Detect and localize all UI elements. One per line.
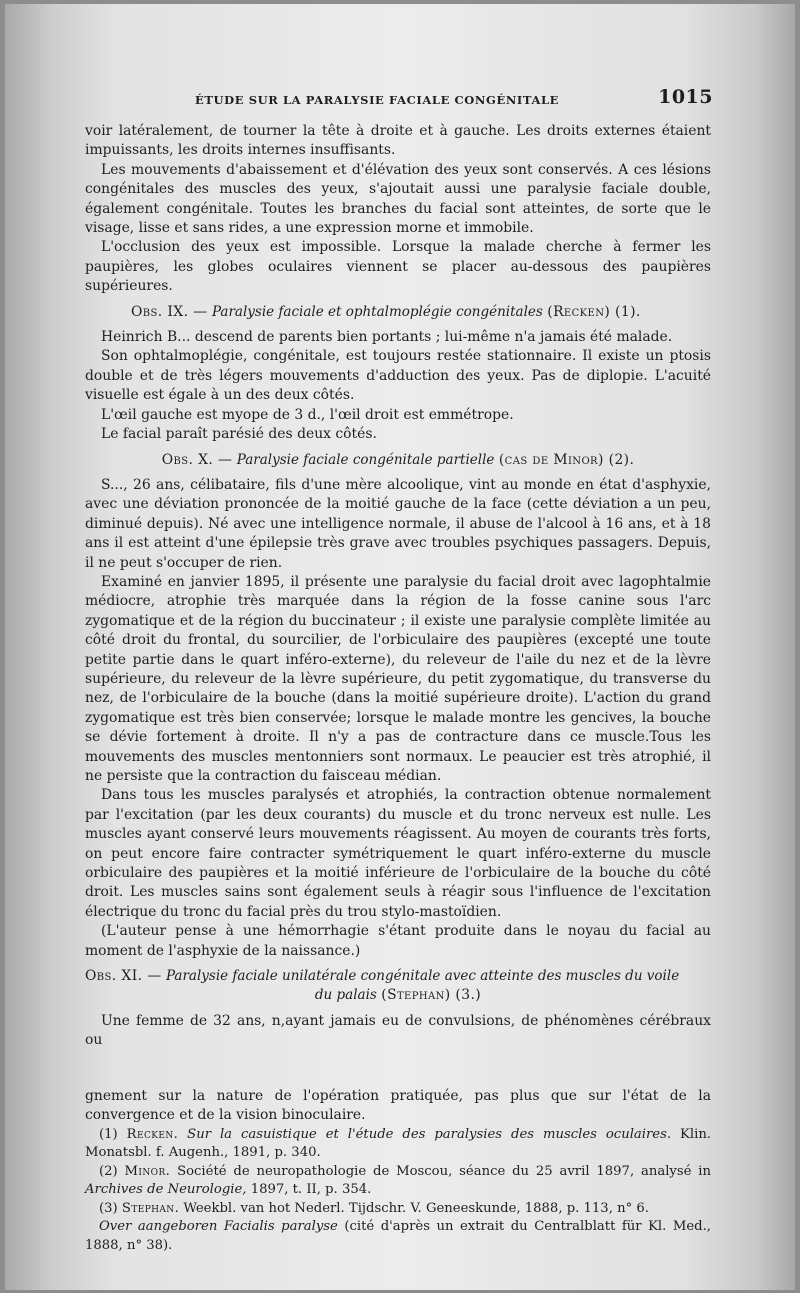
paragraph: gnement sur la nature de l'opération pratiquée, pas plus que sur l'état de la convergence et de la vision binoculaire.: [85, 1087, 711, 1124]
paragraph: Heinrich B... descend de parents bien portants ; lui-même n'a jamais été malade.: [101, 329, 673, 346]
observation-label: Obs. IX. —: [131, 303, 208, 320]
observation-title-continued: du palais: [314, 987, 377, 1004]
observation-title: Paralysie faciale congénitale partielle: [236, 451, 495, 468]
observation-heading: [85, 303, 711, 322]
observation-heading: [85, 451, 711, 470]
paragraph: L'occlusion des yeux est impossible. Lorsque la malade cherche à fermer les paupières, les globes oculaires viennent se placer au-dessous des paupières supérieures.: [85, 239, 711, 295]
footnote-text: Weekbl. van hot Nederl. Tijdschr. V. Geneeskunde, 1888, p. 113, n° 6.: [183, 1200, 649, 1216]
observation-label: Obs. XI. —: [85, 968, 162, 985]
paragraph: Son ophtalmoplégie, congénitale, est toujours restée stationnaire. Il existe un ptosis double et de très légers mouvements d'adduction des yeux. Pas de diplopie. L'acuité visuelle est égale à un des deux côtés.: [85, 348, 711, 404]
page-header: [195, 84, 713, 112]
paragraph: Le facial paraît parésié des deux côtés.: [101, 426, 377, 443]
observation-label: Obs. X. —: [161, 451, 233, 468]
paragraph: Les mouvements d'abaissement et d'élévation des yeux sont conservés. A ces lésions congénitales des muscles des yeux, s'ajoutait aussi une paralysie faciale double, également congénitale. Toutes les branches du facial sont atteintes, de sorte que le visage, lisse et sans rides, a une expression morne et immobile.: [85, 161, 711, 237]
footnote-title: Over aangeboren Facialis paralyse: [99, 1219, 338, 1235]
footnote-number: (1): [99, 1126, 118, 1142]
paragraph: (L'auteur pense à une hémorrhagie s'étant produite dans le noyau du facial au moment de l'asphyxie de la naissance.): [85, 923, 711, 959]
paragraph: L'œil gauche est myope de 3 d., l'œil droit est emmétrope.: [101, 406, 514, 423]
observation-title: Paralysie faciale unilatérale congénitale avec atteinte des muscles du voile: [165, 968, 680, 985]
footnote: [85, 1163, 711, 1200]
footnote-text: Société de neuropathologie de Moscou, séance du 25 avril 1897, analysé in: [177, 1163, 711, 1179]
footnote: [85, 1218, 711, 1255]
footnote-journal: Archives de Neurologie,: [85, 1182, 247, 1198]
observation-title: Paralysie faciale et ophtalmoplégie congénitales: [211, 303, 543, 320]
paragraph: Examiné en janvier 1895, il présente une paralysie du facial droit avec lagophtalmie médiocre, atrophie très marquée dans la région de la fosse canine sous l'arc zygomatique et de la région du buccinateur ; il existe une paralysie complète limitée au côté droit du frontal, du sourcilier, de l'orbiculaire des paupières (excepté une toute petite partie dans le quart inféro-externe), du releveur de l'aile du nez et de la lèvre supérieure, du releveur de la lèvre supérieure, du petit zygomatique, du transverse du nez, de l'orbiculaire de la bouche (dans la moitié supérieure droite). L'action du grand zygomatique est très bien conservée; lorsque le malade montre les gencives, la bouche se dévie fortement à droite. Il n'y a pas de contracture dans ce muscle.Tous les mouvements des muscles mentonniers sont normaux. Le peaucier est très atrophié, il ne persiste que la contraction du faisceau médian.: [85, 573, 711, 784]
running-title: ÉTUDE SUR LA PARALYSIE FACIALE CONGÉNITALE: [195, 93, 560, 107]
observation-author: (cas de Minor) (2).: [498, 451, 635, 468]
paragraph: Une femme de 32 ans, n,ayant jamais eu de convulsions, de phénomènes cérébraux ou: [85, 1012, 711, 1049]
footnote-author: Stephan.: [121, 1200, 180, 1216]
footnote-author: Recken.: [126, 1126, 179, 1142]
footnote-author: Minor.: [124, 1163, 171, 1179]
observation-author: (Recken) (1).: [547, 303, 641, 320]
footnotes: [85, 1126, 711, 1256]
text-gap: [85, 1051, 711, 1087]
footnote-number: (2): [99, 1163, 118, 1179]
observation-heading: [85, 967, 711, 1006]
body-text: [85, 122, 711, 1256]
paragraph: S..., 26 ans, célibataire, fils d'une mère alcoolique, vint au monde en état d'asphyxie, avec une déviation prononcée de la moitié gauche de la face (cette déviation a un peu, diminué depuis). Né avec une intelligence normale, il abuse de l'alcool à 16 ans, et à 18 ans il est atteint d'une épilepsie très grave avec troubles psychiques passagers. Depuis, il ne peut s'occuper de rien.: [85, 476, 711, 571]
observation-author: (Stephan) (3.): [381, 987, 482, 1004]
footnote-text: (cité d'après un extrait du Centralblatt für Kl. Med., 1888, n° 38).: [85, 1219, 711, 1254]
footnote-text: 1897, t. II, p. 354.: [250, 1182, 372, 1198]
paragraph: Dans tous les muscles paralysés et atrophiés, la contraction obtenue normalement par l'excitation (par les deux courants) du muscle et du tronc nerveux est nulle. Les muscles ayant conservé leurs mouvements réagissent. Au moyen de courants très forts, on peut encore faire contracter symétriquement le quart inféro-externe du muscle orbiculaire des paupières et la moitié inférieure de l'orbiculaire de la bouche du côté droit. Les muscles sains sont également seuls à réagir sous l'influence de l'excitation électrique du tronc du facial près du trou stylo-mastoïdien.: [85, 787, 711, 920]
footnote-number: (3): [99, 1200, 118, 1216]
footnote-text: Klin. Monatsbl. f. Augenh., 1891, p. 340.: [85, 1126, 712, 1161]
footnote: [85, 1126, 711, 1163]
page-number: 1015: [658, 86, 713, 108]
footnote-title: Sur la casuistique et l'étude des paralysies des muscles oculaires.: [187, 1126, 672, 1142]
paragraph: voir latéralement, de tourner la tête à droite et à gauche. Les droits externes étaient impuissants, les droits internes insuffisants.: [85, 123, 711, 159]
footnote: [85, 1200, 711, 1219]
scanned-page: [5, 4, 795, 1290]
